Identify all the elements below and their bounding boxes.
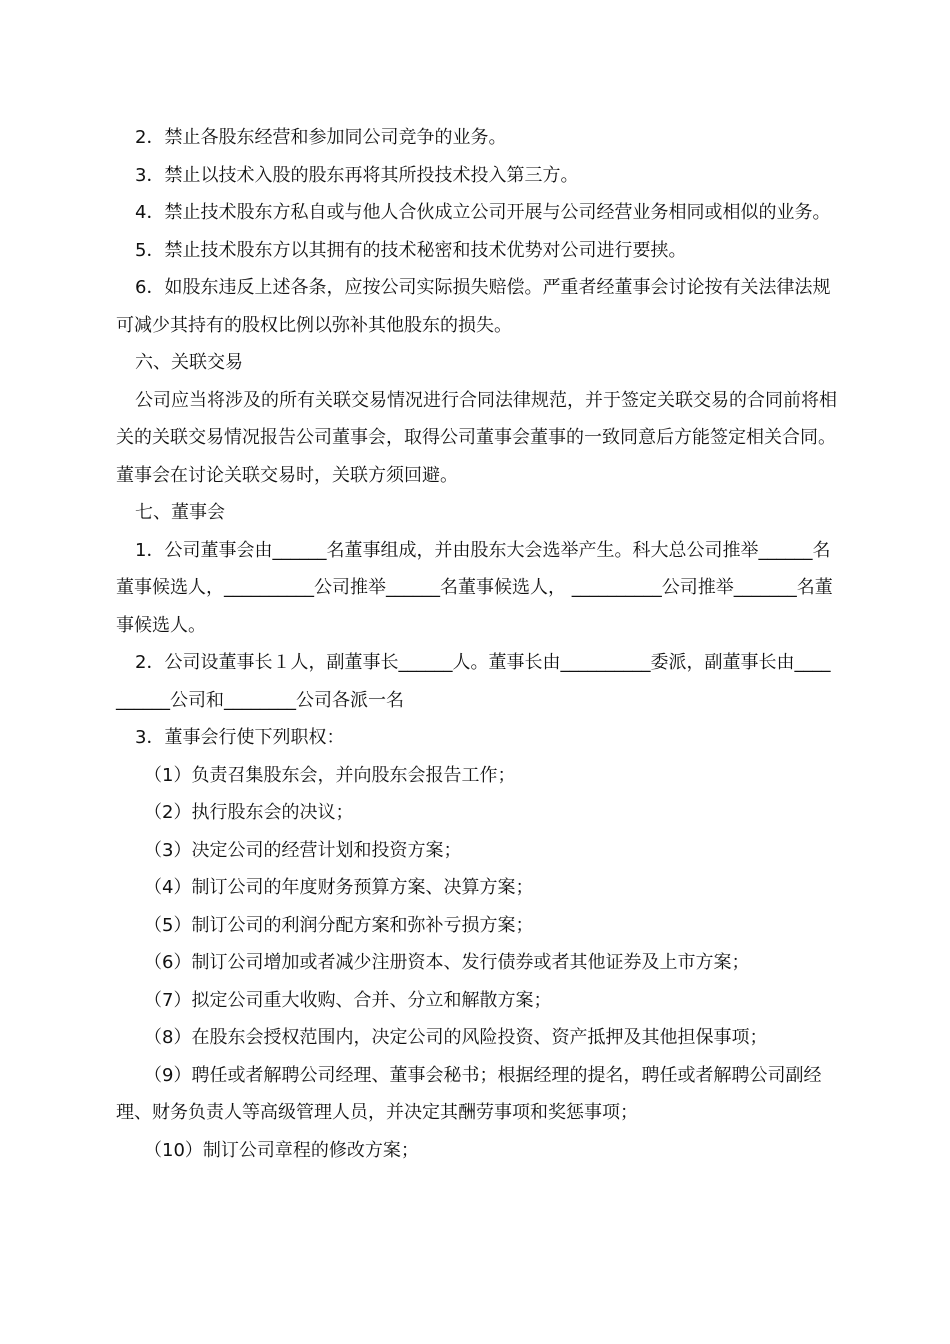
document-body [116,119,838,1169]
board-power-item-7: （7）拟定公司重大收购、合并、分立和解散方案； [144,989,552,1011]
board-power-item-5: （5）制订公司的利润分配方案和弥补亏损方案； [144,914,534,936]
board-clause-1-composition: 1．公司董事会由______名董事组成，并由股东大会选举产生。科大总公司推举______名董事候选人，__________公司推举______名董事候选人， __________公司推举_______名董事候选人。 [116,539,833,636]
clause-5-no-coercion: 5．禁止技术股东方以其拥有的技术秘密和技术优势对公司进行要挟。 [135,239,687,261]
section-heading-related-transactions: 六、关联交易 [135,352,243,373]
board-clause-2-chairman: 2．公司设董事长１人，副董事长______人。董事长由__________委派，副董事长由__________公司和________公司各派一名 [116,652,831,711]
board-power-item-1: （1）负责召集股东会，并向股东会报告工作； [144,764,516,786]
related-transactions-paragraph: 公司应当将涉及的所有关联交易情况进行合同法律规范，并于签定关联交易的合同前将相关的关联交易情况报告公司董事会，取得公司董事会董事的一致同意后方能签定相关合同。董事会在讨论关联交易时，关联方须回避。 [116,389,837,486]
board-power-item-2: （2）执行股东会的决议； [144,802,354,823]
clause-6-compensation: 6．如股东违反上述各条，应按公司实际损失赔偿。严重者经董事会讨论按有关法律法规可减少其持有的股权比例以弥补其他股东的损失。 [116,277,831,336]
clause-2-no-competing-business: 2．禁止各股东经营和参加同公司竞争的业务。 [135,127,507,148]
section-heading-board-of-directors: 七、董事会 [135,502,225,523]
clause-4-no-private-company: 4．禁止技术股东方私自或与他人合伙成立公司开展与公司经营业务相同或相似的业务。 [135,202,831,223]
board-power-item-4: （4）制订公司的年度财务预算方案、决算方案； [144,877,534,898]
board-power-item-3: （3）决定公司的经营计划和投资方案； [144,839,462,861]
clause-3-no-tech-to-third-party: 3．禁止以技术入股的股东再将其所投技术投入第三方。 [135,164,579,186]
board-power-item-10: （10）制订公司章程的修改方案； [144,1139,419,1161]
board-clause-3-powers-heading: 3．董事会行使下列职权： [135,727,345,748]
board-power-item-9: （9）聘任或者解聘公司经理、董事会秘书；根据经理的提名，聘任或者解聘公司副经理、财务负责人等高级管理人员，并决定其酬劳事项和奖惩事项； [116,1064,822,1123]
board-power-item-8: （8）在股东会授权范围内，决定公司的风险投资、资产抵押及其他担保事项； [144,1027,768,1048]
board-power-item-6: （6）制订公司增加或者减少注册资本、发行债券或者其他证券及上市方案； [144,952,750,973]
